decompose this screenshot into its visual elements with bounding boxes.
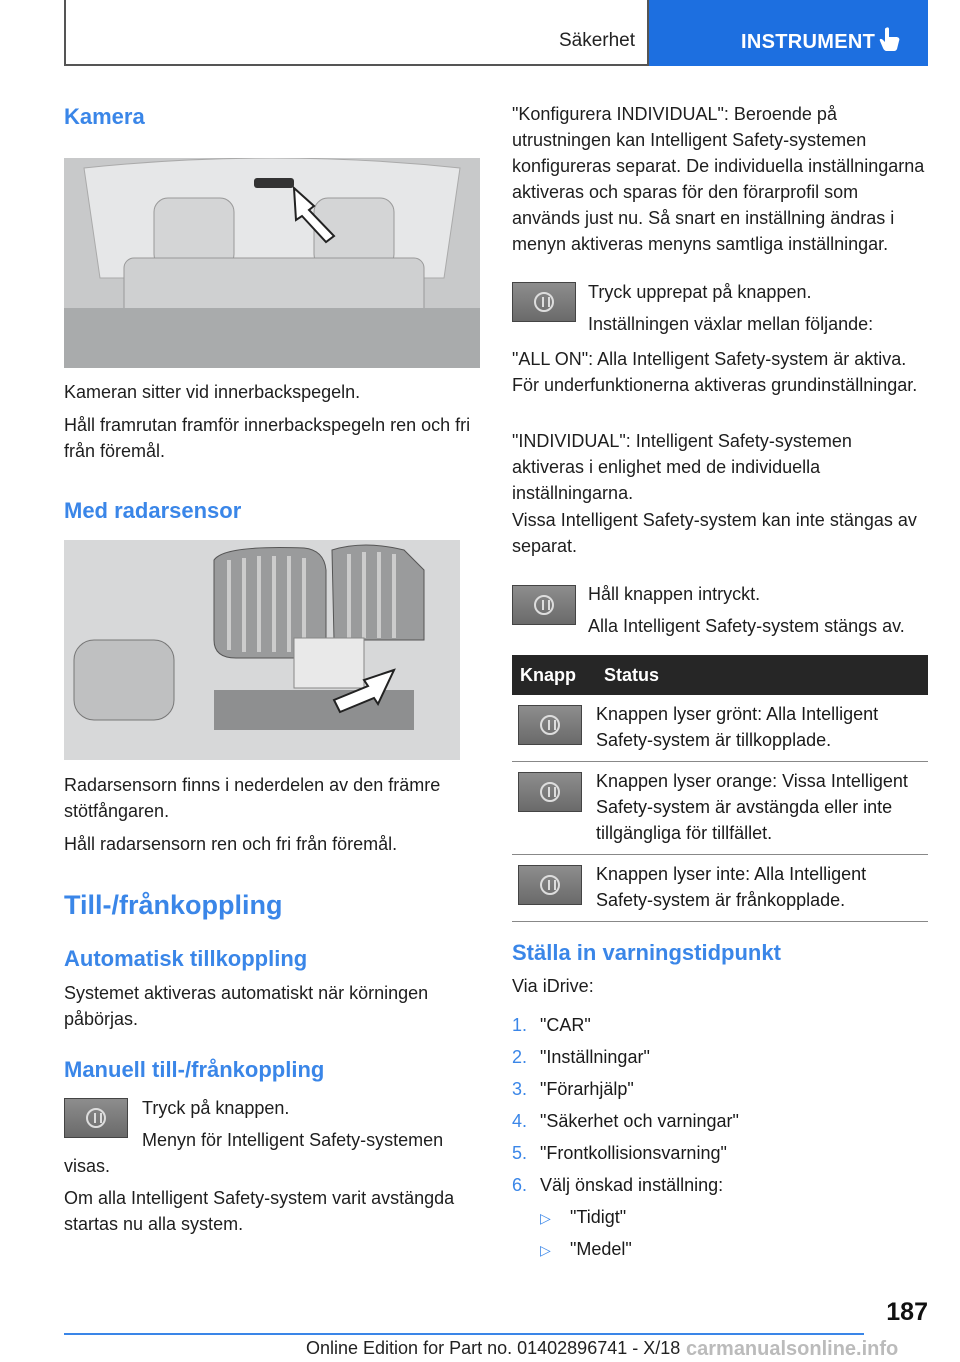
- press-text-1: Tryck upprepat på knappen.: [588, 282, 812, 302]
- list-item: 4. "Säkerhet och varningar": [512, 1111, 739, 1131]
- individual-text: "INDIVIDUAL": Intelligent Safety-systemen aktiveras i enlighet med de individuella inställningarna.: [512, 431, 852, 503]
- edition-text: Online Edition for Part no. 01402896741 - X/18: [306, 1338, 681, 1358]
- radar-text-1: Radarsensorn finns i nederdelen av den främre stötfångaren.: [64, 775, 441, 821]
- separate-text: Vissa Intelligent Safety-system kan inte stängas av separat.: [512, 510, 917, 556]
- camera-photo: [64, 158, 480, 368]
- camera-text-1: Kameran sitter vid innerbackspegeln.: [64, 382, 361, 402]
- radar-text-2: Håll radarsensorn ren och fri från föremål.: [64, 834, 398, 854]
- table-row: [512, 762, 928, 855]
- substeps-list: [540, 1204, 632, 1268]
- via-text: Via iDrive:: [512, 976, 594, 996]
- page-number: 187: [886, 1298, 928, 1326]
- triangle-bullet-icon: ▷: [540, 1210, 551, 1226]
- safety-button-image: [518, 865, 582, 905]
- status-table: [512, 655, 928, 922]
- manual-heading: Manuell till-/frånkoppling: [64, 1057, 325, 1082]
- status-cell: Knappen lyser orange: Vissa Intelligent Safety-system är avstängda eller inte tillgängliga för tillfället.: [596, 762, 928, 855]
- status-cell: Knappen lyser grönt: Alla Intelligent Safety-system är tillkopplade.: [596, 695, 928, 762]
- toggle-heading: Till-/frånkoppling: [64, 890, 283, 920]
- configure-text: "Konfigurera INDIVIDUAL": Beroende på utrustningen kan Intelligent Safety-systemen konfigureras separat. De individuella inställningarna aktiveras och sparas för den förarprofil som används just nu. Så snart en inställning ändras i menyn aktiveras menyns samtliga inställningar.: [512, 104, 925, 254]
- list-item: 1. "CAR": [512, 1015, 591, 1035]
- safety-icon: [534, 292, 554, 312]
- triangle-bullet-icon: ▷: [540, 1242, 551, 1258]
- section-tab: [64, 0, 649, 66]
- chapter-tab[interactable]: [649, 0, 928, 66]
- car-front-illustration: [64, 540, 460, 760]
- footer-divider: [64, 1333, 864, 1335]
- all-on-text: "ALL ON": Alla Intelligent Safety-system är aktiva. För underfunktionerna aktiveras grundinställningar.: [512, 349, 918, 395]
- radar-heading: Med radarsensor: [64, 498, 242, 523]
- table-row: [512, 695, 928, 762]
- list-item: 6. Välj önskad inställning:: [512, 1175, 724, 1195]
- watermark: carmanualsonline.info: [686, 1338, 899, 1360]
- hold-text-1: Håll knappen intryckt.: [588, 584, 761, 604]
- table-row: [512, 855, 928, 922]
- auto-heading: Automatisk tillkoppling: [64, 946, 308, 971]
- steps-list: [512, 1012, 739, 1204]
- radar-photo: [64, 540, 460, 760]
- col-header-button: Knapp: [512, 655, 596, 695]
- list-item: ▷ "Tidigt": [540, 1204, 632, 1236]
- manual-text-1: Tryck på knappen.: [142, 1098, 290, 1118]
- section-label: Säkerhet: [558, 30, 635, 51]
- safety-button-image-3: [512, 585, 576, 625]
- page-header: [64, 0, 928, 66]
- hold-text-2: Alla Intelligent Safety-system stängs av.: [588, 616, 905, 636]
- list-item: 5. "Frontkollisionsvarning": [512, 1143, 727, 1163]
- list-item: 2. "Inställningar": [512, 1047, 650, 1067]
- list-item: 3. "Förarhjälp": [512, 1079, 634, 1099]
- camera-text-2: Håll framrutan framför innerbackspegeln ren och fri från föremål.: [64, 415, 471, 461]
- manual-text-2a: Menyn för Intelligent Safety-systemen: [142, 1130, 444, 1150]
- safety-icon: [540, 875, 560, 895]
- pointing-hand-icon: [877, 26, 903, 52]
- safety-icon: [540, 782, 560, 802]
- manual-text-3: Om alla Intelligent Safety-system varit avstängda startas nu alla system.: [64, 1188, 455, 1234]
- auto-text: Systemet aktiveras automatiskt när körningen påbörjas.: [64, 983, 429, 1029]
- manual-text-2b: visas.: [64, 1156, 111, 1176]
- safety-icon: [86, 1108, 106, 1128]
- camera-heading: Kamera: [64, 104, 145, 129]
- status-cell: Knappen lyser inte: Alla Intelligent Safety-system är frånkopplade.: [596, 855, 928, 922]
- safety-icon: [534, 595, 554, 615]
- chapter-label: INSTRUMENT: [741, 31, 876, 53]
- car-interior-illustration: [64, 158, 480, 368]
- col-header-status: Status: [596, 655, 928, 695]
- safety-button-image: [518, 705, 582, 745]
- safety-button-image: [64, 1098, 128, 1138]
- safety-button-image: [518, 772, 582, 812]
- safety-icon: [540, 715, 560, 735]
- safety-button-image-2: [512, 282, 576, 322]
- list-item: ▷ "Medel": [540, 1236, 632, 1268]
- press-text-2: Inställningen växlar mellan följande:: [588, 314, 874, 334]
- warning-heading: Ställa in varningstidpunkt: [512, 940, 781, 965]
